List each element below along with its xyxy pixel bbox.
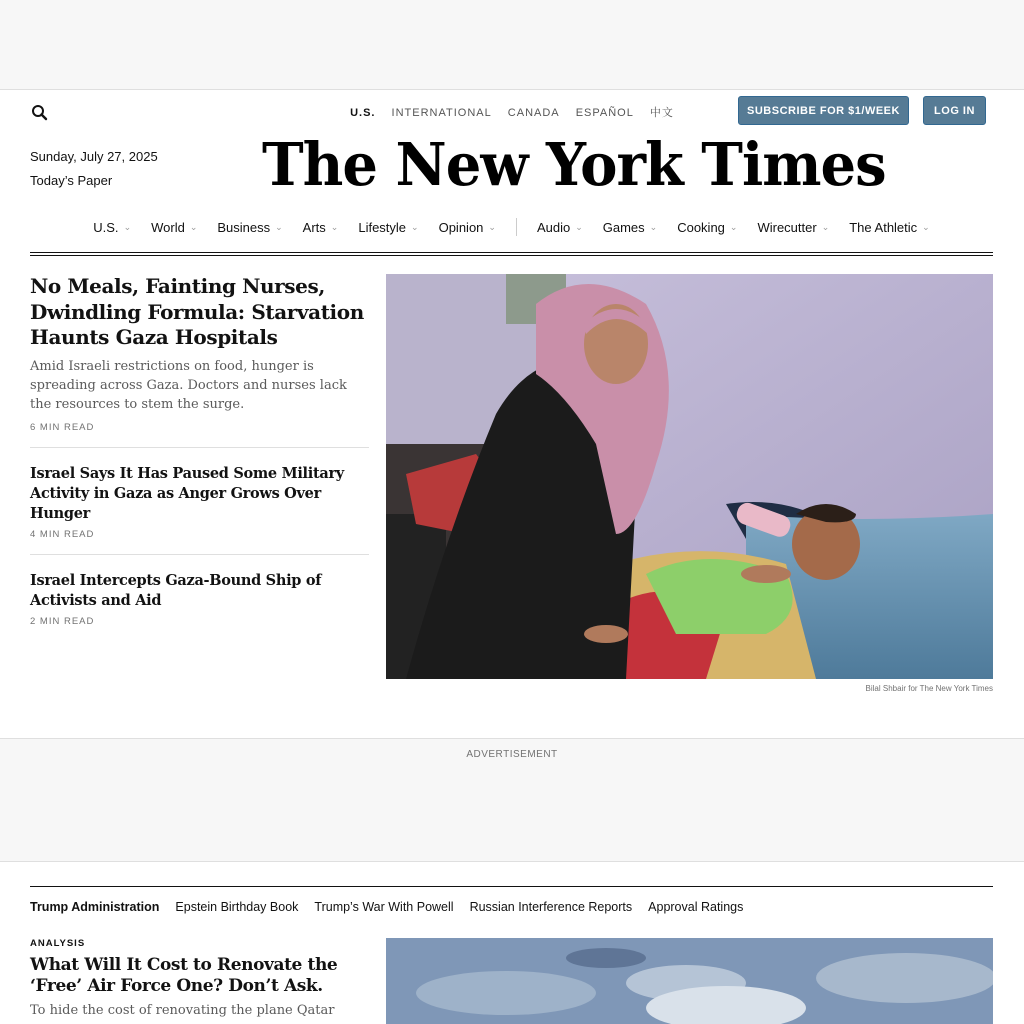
nav-item-label: U.S.: [93, 219, 119, 235]
top-ad-band: [0, 0, 1024, 90]
chevron-down-icon: ⌄: [275, 221, 283, 232]
second-summary: To hide the cost of renovating the plane Qatar: [30, 1003, 335, 1018]
nav-item-audio[interactable]: [527, 220, 593, 235]
nav-item-opinion[interactable]: [429, 220, 506, 235]
lead-readtime: 6 MIN READ: [30, 421, 95, 433]
lead-headline[interactable]: No Meals, Fainting Nurses, Dwindling Formula: Starvation Haunts Gaza Hospitals: [30, 274, 364, 349]
sky-photo[interactable]: [386, 938, 993, 1024]
nav-item-world[interactable]: [141, 220, 207, 235]
list-item: [30, 447, 369, 540]
nav-item-label: Arts: [302, 219, 326, 235]
nav-item-label: The Athletic: [849, 219, 918, 235]
list-item: [30, 554, 369, 627]
section-nav: [30, 215, 993, 253]
login-button[interactable]: LOG IN: [923, 96, 986, 125]
chevron-down-icon: ⌄: [821, 221, 830, 232]
nav-item-lifestyle[interactable]: [348, 220, 428, 235]
story-headline[interactable]: Israel Intercepts Gaza-Bound Ship of Activists and Aid: [30, 571, 322, 609]
trump-bar-label[interactable]: Trump Administration: [30, 899, 160, 914]
edition-canada[interactable]: CANADA: [507, 107, 560, 119]
current-date: Sunday, July 27, 2025: [30, 149, 158, 164]
second-headline[interactable]: What Will It Cost to Renovate the ‘Free’ Air Force One? Don’t Ask.: [30, 955, 338, 996]
trump-bar-link[interactable]: Epstein Birthday Book: [175, 899, 299, 914]
nav-item-arts[interactable]: [293, 220, 349, 235]
trump-bar-link[interactable]: Trump’s War With Powell: [314, 899, 454, 914]
edition-us[interactable]: U.S.: [350, 107, 376, 119]
nav-item-games[interactable]: [593, 220, 667, 235]
chevron-down-icon: ⌄: [729, 221, 738, 232]
nav-item-the-athletic[interactable]: [839, 220, 939, 235]
nav-divider: [516, 218, 517, 236]
nyt-logo[interactable]: The New York Times: [262, 130, 886, 200]
trump-administration-bar: [30, 886, 993, 926]
chevron-down-icon: ⌄: [123, 221, 132, 232]
trump-bar-link[interactable]: Approval Ratings: [648, 899, 744, 914]
chevron-down-icon: ⌄: [649, 221, 658, 232]
nav-item-label: Business: [217, 219, 271, 235]
chevron-down-icon: ⌄: [411, 221, 419, 232]
nav-item-label: Cooking: [677, 219, 725, 235]
todays-paper-link[interactable]: Today’s Paper: [30, 173, 113, 188]
nav-item-label: Opinion: [438, 219, 484, 235]
subscribe-button[interactable]: SUBSCRIBE FOR $1/WEEK: [738, 96, 909, 125]
nav-item-label: Audio: [536, 219, 571, 235]
edition-espanol[interactable]: ESPAÑOL: [575, 107, 634, 119]
lead-photo[interactable]: [386, 274, 993, 679]
chevron-down-icon: ⌄: [922, 221, 930, 232]
nav-item-us[interactable]: [83, 220, 141, 235]
chevron-down-icon: ⌄: [189, 221, 198, 232]
advertisement-band: [0, 738, 1024, 862]
date-block: [30, 145, 158, 193]
chevron-down-icon: ⌄: [575, 221, 583, 232]
chevron-down-icon: ⌄: [488, 221, 496, 232]
edition-international[interactable]: INTERNATIONAL: [391, 107, 492, 119]
nav-item-wirecutter[interactable]: [747, 220, 839, 235]
nav-item-label: Wirecutter: [757, 219, 817, 235]
story-readtime: 2 MIN READ: [30, 615, 95, 627]
nav-item-label: World: [151, 219, 185, 235]
advertisement-label: ADVERTISEMENT: [466, 749, 558, 760]
second-package: [30, 938, 993, 1020]
chevron-down-icon: ⌄: [330, 221, 339, 232]
edition-chinese[interactable]: 中文: [649, 107, 674, 119]
analysis-kicker: ANALYSIS: [30, 938, 86, 949]
story-readtime: 4 MIN READ: [30, 528, 95, 540]
story-headline[interactable]: Israel Says It Has Paused Some Military Activity in Gaza as Anger Grows Over Hunger: [30, 464, 344, 522]
lead-summary: Amid Israeli restrictions on food, hunger is spreading across Gaza. Doctors and nurses lack the resources to stem the surge.: [30, 358, 347, 412]
nav-item-business[interactable]: [207, 220, 292, 235]
nav-item-label: Lifestyle: [358, 219, 407, 235]
trump-bar-link[interactable]: Russian Interference Reports: [469, 899, 633, 914]
photo-credit: Bilal Shbair for The New York Times: [865, 684, 993, 693]
lead-stories: [30, 274, 369, 627]
nav-item-label: Games: [602, 219, 645, 235]
nav-item-cooking[interactable]: [667, 220, 747, 235]
